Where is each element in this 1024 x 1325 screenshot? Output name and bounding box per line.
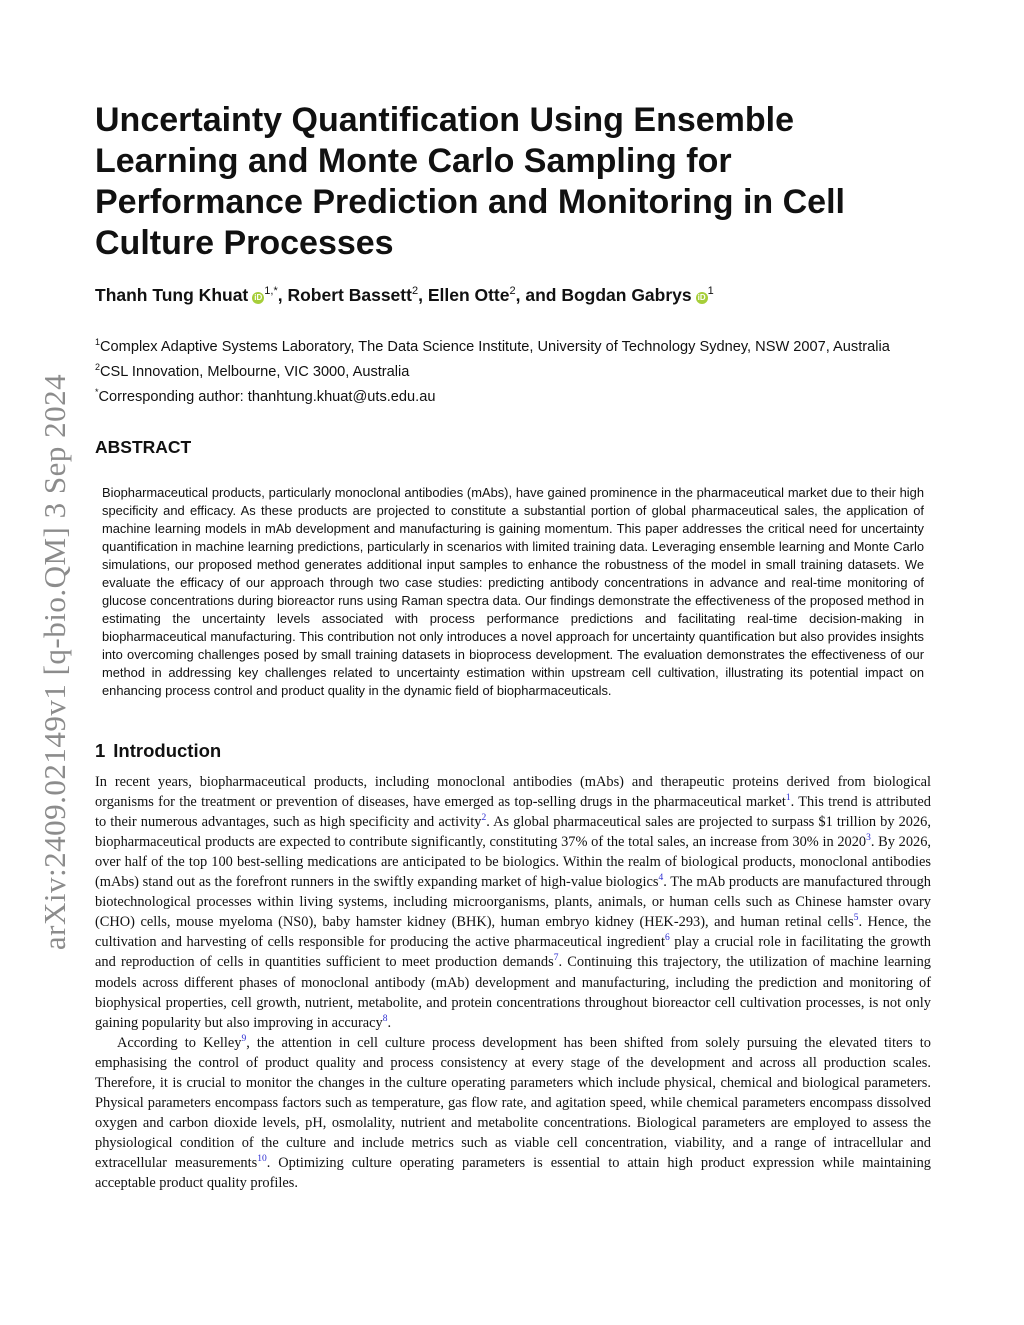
- orcid-icon[interactable]: iD: [697, 293, 706, 302]
- author-list: [95, 285, 931, 306]
- author-name: Ellen Otte: [427, 285, 510, 305]
- affiliation-mark: *: [95, 386, 99, 397]
- citation-link[interactable]: 9: [241, 1034, 247, 1044]
- citation-link[interactable]: 4: [658, 873, 664, 884]
- author: [428, 285, 516, 305]
- arxiv-identifier-stamp: arXiv:2409.02149v1 [q-bio.QM] 3 Sep 2024: [37, 373, 72, 951]
- author-affiliation-mark: 1,*: [264, 285, 278, 298]
- affiliation-list: [95, 332, 931, 407]
- citation-link[interactable]: 6: [664, 933, 670, 944]
- affiliation-text: Complex Adaptive Systems Laboratory, The Data Science Institute, University of Technology Sydney, NSW 2007, Australia: [100, 338, 890, 355]
- author-separator: ,: [277, 285, 288, 305]
- body-paragraph: According to Kelley$^9$, the attention in cell culture process development has been shifted from solely pursuing the elevated titers to emphasising the control of product quality and process consistency at every stage of the development and across all production scales. Therefore, it is crucial to monitor the changes in the culture operating parameters which include physical, chemical and biological parameters. Physical parameters encompass factors such as temperature, gas flow rate, and agitation speed, while chemical parameters encompass dissolved oxygen and carbon dioxide levels, pH, osmolality, nutrient and metabolite concentrations. Biological parameters are employed to assess the physiological condition of the culture and include metrics such as viable cell concentration, viability, and a range of intracellular and extracellular measurements$^{10}$. Optimizing culture operating parameters is essential to attain high product expression while maintaining acceptable product quality profiles.: [95, 1034, 931, 1192]
- author-name: Bogdan Gabrys: [561, 285, 692, 305]
- orcid-icon[interactable]: iD: [254, 293, 263, 302]
- paper-title: Uncertainty Quantification Using Ensemble Learning and Monte Carlo Sampling for Performance Prediction and Monitoring in Cell Culture Processes: [95, 101, 845, 262]
- abstract-text: Biopharmaceutical products, particularly monoclonal antibodies (mAbs), have gained prominence in the pharmaceutical market due to their high specificity and efficacy. As these products are projected to constitute a substantial portion of global pharmaceutical sales, the application of machine learning models in mAb development and manufacturing is gaining momentum. This paper addresses the critical need for uncertainty quantification in machine learning predictions, particularly in scenarios with limited training data. Leveraging ensemble learning and Monte Carlo simulations, our proposed method generates additional input samples to enhance the robustness of the model in small training datasets. We evaluate the efficacy of our approach through two case studies: predicting antibody concentrations in advance and real-time monitoring of glucose concentrations during bioreactor runs using Raman spectra data. Our findings demonstrate the effectiveness of the proposed method in estimating the uncertainty levels associated with process performance predictions and facilitating real-time decision-making in biopharmaceutical manufacturing. This contribution not only introduces a novel approach for uncertainty quantification but also provides insights into overcoming challenges posed by small training datasets in bioprocess development. The evaluation demonstrates the effectiveness of our method in addressing key challenges related to uncertainty estimation within upstream cell cultivation, illustrating its potential impact on enhancing process control and product quality in the dynamic field of biopharmaceuticals.: [102, 484, 924, 698]
- affiliation-text: Corresponding author: thanhtung.khuat@uts.edu.au: [98, 388, 436, 405]
- author-name: Robert Bassett: [287, 285, 412, 305]
- affiliation: [95, 357, 931, 382]
- body-paragraph: In recent years, biopharmaceutical products, including monoclonal antibodies (mAbs) and therapeutic proteins derived from biological organisms for the treatment or prevention of diseases, have emerged as top-selling drugs in the pharmaceutical market$^1$. This trend is attributed to their numerous advantages, such as high specificity and activity$^2$. As global pharmaceutical sales are projected to surpass $1 trillion by 2026, biopharmaceutical products are expected to contribute significantly, constituting 37% of the total sales, an increase from 30% in 2020$^3$. By 2026, over half of the top 100 best-selling medications are anticipated to be biologics. Within the realm of biological products, monoclonal antibodies (mAbs) stand out as the forefront runners in the swiftly expanding market of high-value biologics$^4$. The mAb products are manufactured through biotechnological processes within living systems, including microorganisms, plants, animals, or human cells such as Chinese hamster ovary (CHO) cells, mouse myeloma (NS0), baby hamster kidney (BHK), human embryo kidney (HEK-293), and human retinal cells$^5$. Hence, the cultivation and harvesting of cells responsible for producing the active pharmaceutical ingredient$^6$ play a crucial role in facilitating the growth and reproduction of cells in quantities sufficient to meet production demands$^7$. Continuing this trajectory, the utilization of machine learning models across different phases of monoclonal antibody (mAb) development and manufacturing, including the prediction and monitoring of biophysical properties, cell growth, nutrient, metabolite, and protein concentrations throughout bioreactor cell cultivation processes, is not only gaining popularity but also improving in accuracy$^8$.: [95, 773, 932, 1031]
- citation-link[interactable]: 1: [785, 792, 791, 803]
- section-number: 1: [95, 739, 106, 761]
- author: [95, 285, 278, 305]
- abstract-heading: ABSTRACT: [95, 436, 192, 457]
- citation-link[interactable]: 8: [382, 1013, 388, 1024]
- author-affiliation-mark: 2: [509, 285, 516, 298]
- author-separator: , and: [515, 285, 562, 305]
- citation-link[interactable]: 10: [257, 1154, 267, 1165]
- author-affiliation-mark: 1: [707, 285, 714, 298]
- section-title: Introduction: [113, 739, 222, 761]
- citation-link[interactable]: 2: [481, 812, 487, 823]
- paper-page-content: [95, 100, 931, 1194]
- citation-link[interactable]: 7: [553, 953, 559, 964]
- author: [561, 285, 713, 305]
- affiliation-text: CSL Innovation, Melbourne, VIC 3000, Australia: [100, 363, 410, 380]
- author-affiliation-mark: 2: [411, 285, 419, 298]
- author-name: Thanh Tung Khuat: [95, 285, 249, 305]
- author-separator: ,: [418, 285, 428, 305]
- author: [287, 285, 418, 305]
- introduction-body: [95, 772, 931, 1194]
- citation-link[interactable]: 5: [853, 913, 859, 924]
- affiliation: [95, 332, 931, 357]
- section-heading-introduction: [95, 740, 931, 762]
- citation-link[interactable]: 3: [866, 833, 871, 844]
- affiliation-mark: 2: [95, 361, 101, 372]
- affiliation-mark: 1: [95, 337, 101, 347]
- affiliation: [95, 382, 931, 407]
